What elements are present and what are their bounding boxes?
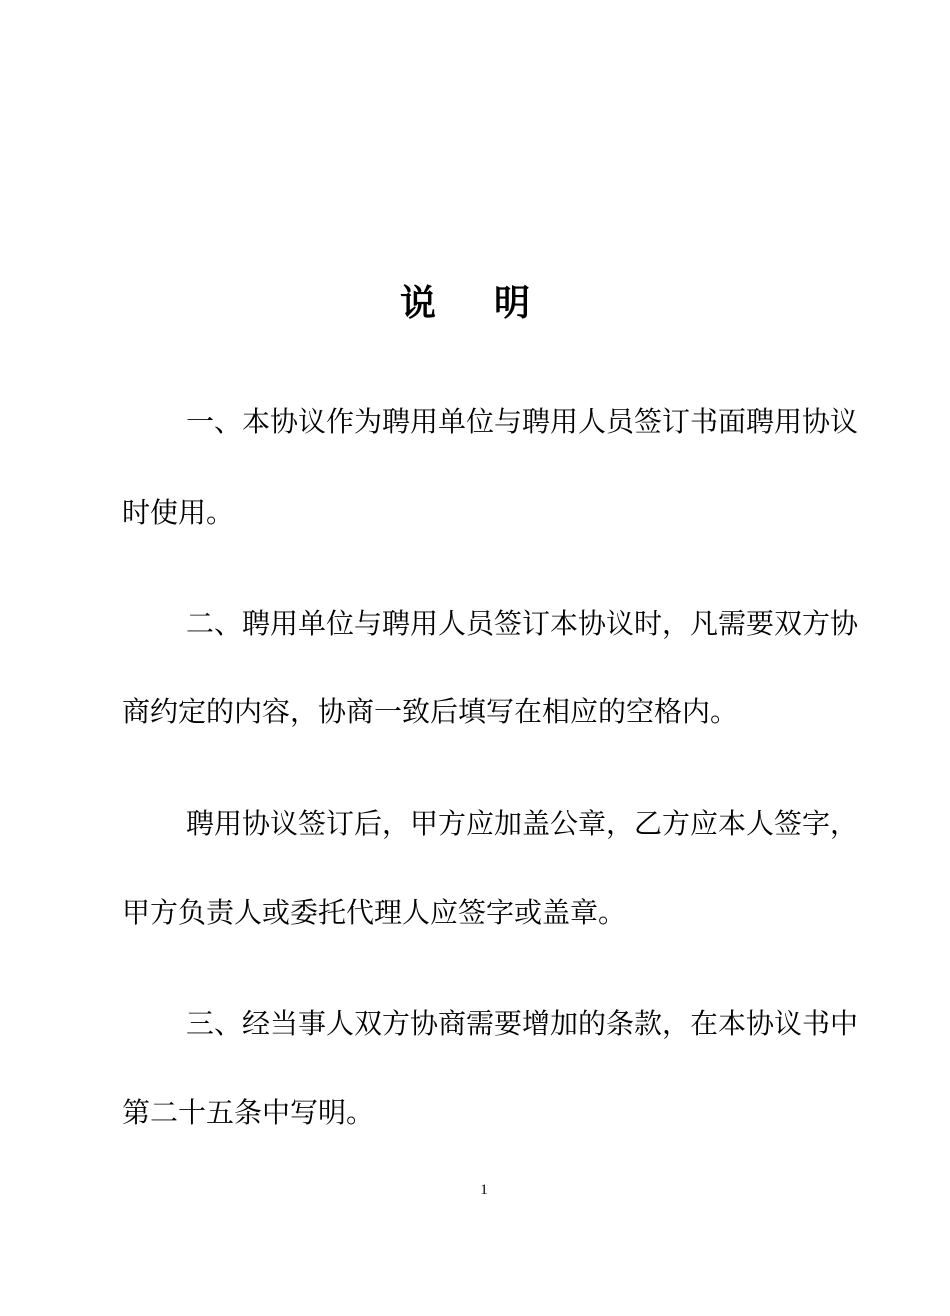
paragraph-4-line-2: 第二十五条中写明。	[122, 1096, 375, 1129]
paragraph-4-line-1: 三、经当事人双方协商需要增加的条款，在本协议书中	[186, 1007, 859, 1040]
page-number: 1	[480, 1182, 488, 1198]
paragraph-2-line-1: 二、聘用单位与聘用人员签订本协议时，凡需要双方协	[186, 607, 859, 640]
page-title: 说明	[399, 282, 588, 324]
paragraph-3-line-1: 聘用协议签订后，甲方应加盖公章，乙方应本人签字，	[186, 807, 859, 840]
paragraph-1-line-1: 一、本协议作为聘用单位与聘用人员签订书面聘用协议	[186, 405, 859, 438]
paragraph-3-line-2: 甲方负责人或委托代理人应签字或盖章。	[122, 896, 627, 929]
paragraph-2-line-2: 商约定的内容，协商一致后填写在相应的空格内。	[122, 695, 739, 728]
paragraph-1-line-2: 时使用。	[122, 496, 235, 529]
